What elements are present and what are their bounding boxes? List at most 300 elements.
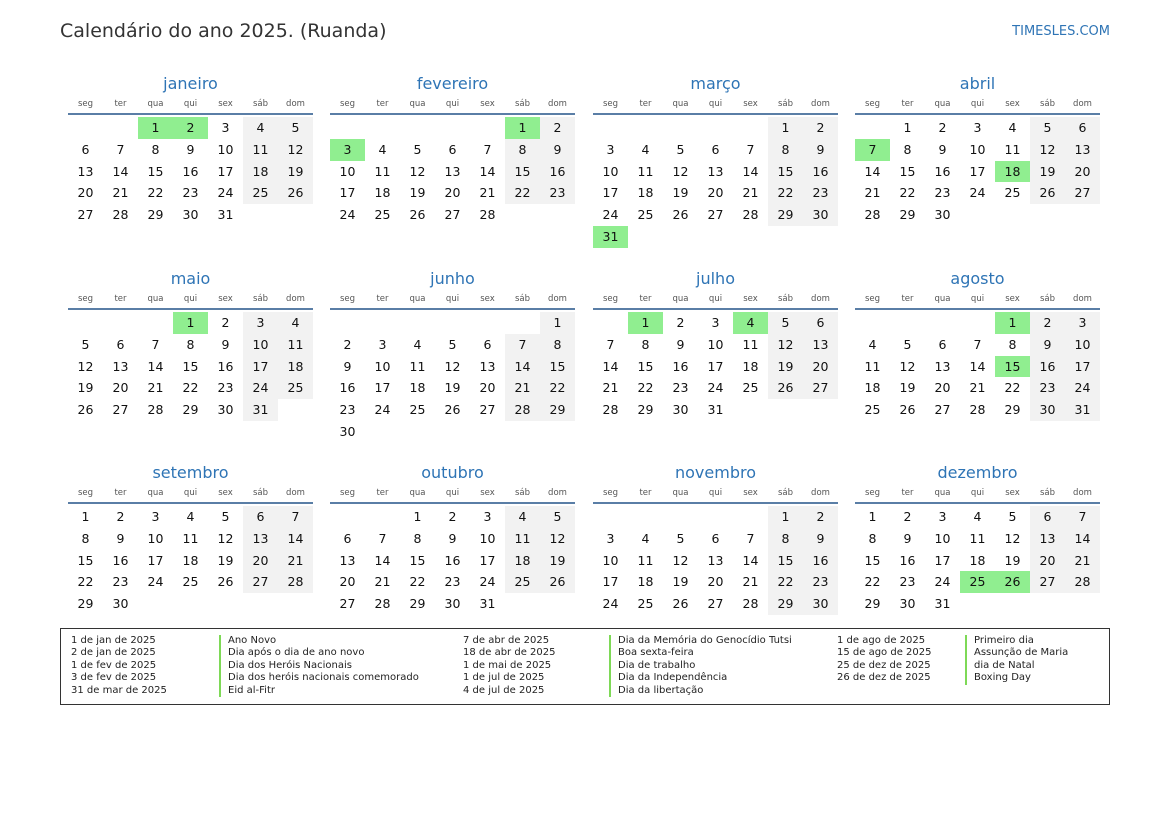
empty-cell <box>925 312 960 334</box>
day-cell: 28 <box>969 402 986 418</box>
holiday-day-cell: 26 <box>995 571 1030 593</box>
day-cell: 10 <box>707 336 724 352</box>
weekday-header <box>855 484 1100 504</box>
weekday-label: sáb <box>1039 294 1056 304</box>
day-cell: 5 <box>413 141 422 157</box>
day-cell: 8 <box>186 336 195 352</box>
weekday-label: qua <box>147 99 164 109</box>
legend-holiday-name: Dia dos heróis nacionais comemorado <box>219 672 419 684</box>
day-cell: 18 <box>864 380 881 396</box>
weekday-label: qui <box>183 294 198 304</box>
day-cell: 6 <box>116 336 125 352</box>
legend-date: 1 de jul de 2025 <box>463 672 545 684</box>
day-cell: 23 <box>1030 377 1065 399</box>
weekday-label: qui <box>445 488 460 498</box>
day-cell: 10 <box>479 530 496 546</box>
day-cell: 4 <box>243 117 278 139</box>
day-cell: 28 <box>742 596 759 612</box>
weekday-label: dom <box>1073 99 1092 109</box>
day-cell: 18 <box>969 552 986 568</box>
month-name: julho <box>696 269 735 288</box>
day-cell: 8 <box>505 139 540 161</box>
day-cell: 13 <box>339 552 356 568</box>
day-cell: 21 <box>969 380 986 396</box>
day-cell: 9 <box>1030 334 1065 356</box>
day-cell: 2 <box>448 509 457 524</box>
empty-cell <box>365 506 400 528</box>
day-cell: 20 <box>1030 550 1065 572</box>
day-cell: 4 <box>186 509 195 524</box>
day-cell: 4 <box>641 530 650 546</box>
day-cell: 23 <box>444 574 461 590</box>
day-cell: 21 <box>864 185 881 201</box>
day-cell: 6 <box>483 336 492 352</box>
day-grid <box>593 312 838 421</box>
day-cell: 10 <box>217 141 234 157</box>
legend-date: 7 de abr de 2025 <box>463 635 550 646</box>
day-cell: 23 <box>182 185 199 201</box>
day-cell: 15 <box>409 552 426 568</box>
legend-date: 25 de dez de 2025 <box>837 659 931 671</box>
day-cell: 25 <box>243 182 278 204</box>
day-cell: 31 <box>1065 399 1100 421</box>
weekday-label: sex <box>218 294 233 304</box>
day-cell: 29 <box>768 204 803 226</box>
legend-date: 1 de mai de 2025 <box>463 659 552 671</box>
empty-cell <box>435 117 470 139</box>
empty-cell <box>698 506 733 528</box>
day-cell: 2 <box>221 315 230 330</box>
weekday-label: sáb <box>252 488 269 498</box>
month-janeiro <box>68 73 313 226</box>
weekday-label: qua <box>934 99 951 109</box>
weekday-label: ter <box>376 99 389 109</box>
day-cell: 16 <box>899 552 916 568</box>
weekday-label: seg <box>602 294 619 304</box>
day-cell: 27 <box>1030 571 1065 593</box>
weekday-label: sáb <box>514 99 531 109</box>
day-cell: 25 <box>864 402 881 418</box>
weekday-label: sáb <box>777 99 794 109</box>
day-cell: 25 <box>409 402 426 418</box>
legend-names-column <box>219 635 419 697</box>
day-cell: 29 <box>409 596 426 612</box>
weekday-label: seg <box>77 488 94 498</box>
weekday-label: seg <box>339 294 356 304</box>
weekday-label: sex <box>743 99 758 109</box>
legend-date: 26 de dez de 2025 <box>837 672 931 684</box>
day-cell: 5 <box>81 336 90 352</box>
holiday-day-cell: 1 <box>995 312 1030 334</box>
holiday-day-cell: 3 <box>330 139 365 161</box>
day-cell: 12 <box>1030 139 1065 161</box>
day-cell: 17 <box>243 356 278 378</box>
month-name: setembro <box>152 463 229 482</box>
day-cell: 2 <box>938 120 947 135</box>
day-cell: 19 <box>672 185 689 201</box>
weekday-label: qui <box>970 99 985 109</box>
day-cell: 27 <box>243 571 278 593</box>
legend-dates-column <box>71 635 167 697</box>
legend-date: 2 de jan de 2025 <box>71 647 156 659</box>
day-cell: 27 <box>339 596 356 612</box>
weekday-label: qua <box>147 488 164 498</box>
weekday-header <box>593 290 838 310</box>
day-cell: 26 <box>768 377 803 399</box>
day-cell: 8 <box>540 334 575 356</box>
day-cell: 6 <box>448 141 457 157</box>
day-cell: 23 <box>217 380 234 396</box>
day-cell: 28 <box>864 207 881 223</box>
day-cell: 3 <box>243 312 278 334</box>
day-cell: 16 <box>803 550 838 572</box>
weekday-label: qui <box>970 294 985 304</box>
day-cell: 7 <box>483 141 492 157</box>
legend-holiday-name: Boxing Day <box>965 672 1068 684</box>
day-cell: 11 <box>278 334 313 356</box>
day-cell: 20 <box>112 380 129 396</box>
weekday-header <box>68 290 313 310</box>
holiday-day-cell: 7 <box>855 139 890 161</box>
day-cell: 16 <box>112 552 129 568</box>
day-cell: 15 <box>540 356 575 378</box>
day-cell: 20 <box>803 356 838 378</box>
weekday-label: ter <box>901 294 914 304</box>
day-cell: 25 <box>1004 185 1021 201</box>
weekday-label: sex <box>218 488 233 498</box>
weekday-header <box>593 95 838 115</box>
month-name: março <box>690 74 741 93</box>
day-cell: 11 <box>637 163 654 179</box>
day-cell: 10 <box>243 334 278 356</box>
day-cell: 14 <box>112 163 129 179</box>
weekday-label: seg <box>77 294 94 304</box>
empty-cell <box>470 117 505 139</box>
legend-date: 3 de fev de 2025 <box>71 672 157 684</box>
day-cell: 1 <box>768 506 803 528</box>
day-cell: 31 <box>707 402 724 418</box>
day-cell: 23 <box>803 182 838 204</box>
month-name: junho <box>430 269 475 288</box>
empty-cell <box>365 117 400 139</box>
day-cell: 6 <box>803 312 838 334</box>
day-cell: 22 <box>899 185 916 201</box>
day-cell: 13 <box>1030 528 1065 550</box>
day-cell: 16 <box>444 552 461 568</box>
day-cell: 29 <box>147 207 164 223</box>
day-cell: 12 <box>217 530 234 546</box>
day-cell: 16 <box>217 358 234 374</box>
day-cell: 29 <box>182 402 199 418</box>
day-cell: 4 <box>278 312 313 334</box>
day-cell: 21 <box>112 185 129 201</box>
day-cell: 17 <box>479 552 496 568</box>
day-cell: 11 <box>1004 141 1021 157</box>
day-cell: 19 <box>899 380 916 396</box>
empty-cell <box>698 117 733 139</box>
day-cell: 16 <box>182 163 199 179</box>
day-cell: 14 <box>147 358 164 374</box>
legend-dates-column <box>837 635 931 685</box>
day-cell: 29 <box>77 596 94 612</box>
day-cell: 30 <box>1030 399 1065 421</box>
day-cell: 7 <box>278 506 313 528</box>
empty-cell <box>628 506 663 528</box>
day-cell: 11 <box>637 552 654 568</box>
day-cell: 20 <box>479 380 496 396</box>
day-cell: 26 <box>278 182 313 204</box>
day-cell: 14 <box>602 358 619 374</box>
legend-date: 1 de ago de 2025 <box>837 635 926 646</box>
day-cell: 16 <box>934 163 951 179</box>
empty-cell <box>68 312 103 334</box>
month-name: janeiro <box>163 74 218 93</box>
legend-holiday-name: Boa sexta-feira <box>609 647 792 659</box>
day-cell: 27 <box>77 207 94 223</box>
day-cell: 2 <box>116 509 125 524</box>
day-cell: 7 <box>746 141 755 157</box>
day-cell: 30 <box>217 402 234 418</box>
day-cell: 1 <box>768 117 803 139</box>
day-cell: 9 <box>803 139 838 161</box>
weekday-label: qui <box>183 99 198 109</box>
day-cell: 6 <box>343 530 352 546</box>
legend-holiday-name: Eid al-Fitr <box>219 685 419 697</box>
weekday-label: qua <box>934 488 951 498</box>
day-cell: 7 <box>746 530 755 546</box>
page-title: Calendário do ano 2025. (Ruanda) <box>60 20 387 42</box>
weekday-label: dom <box>811 488 830 498</box>
weekday-label: sáb <box>252 294 269 304</box>
weekday-label: sáb <box>1039 488 1056 498</box>
day-cell: 26 <box>1030 182 1065 204</box>
day-cell: 29 <box>899 207 916 223</box>
legend-holiday-name: Dia da Memória do Genocídio Tutsi <box>609 635 792 647</box>
day-cell: 15 <box>147 163 164 179</box>
weekday-label: ter <box>901 488 914 498</box>
weekday-label: dom <box>1073 488 1092 498</box>
weekday-label: dom <box>286 294 305 304</box>
day-cell: 9 <box>221 336 230 352</box>
holiday-day-cell: 25 <box>960 571 995 593</box>
empty-cell <box>663 506 698 528</box>
day-cell: 4 <box>868 336 877 352</box>
month-outubro <box>330 462 575 615</box>
day-cell: 5 <box>448 336 457 352</box>
holiday-day-cell: 15 <box>995 356 1030 378</box>
day-cell: 28 <box>147 402 164 418</box>
day-cell: 10 <box>339 163 356 179</box>
holiday-day-cell: 31 <box>593 226 628 248</box>
day-cell: 10 <box>602 163 619 179</box>
weekday-label: sex <box>218 99 233 109</box>
weekday-header <box>68 95 313 115</box>
month-name: maio <box>170 269 211 288</box>
day-cell: 24 <box>147 574 164 590</box>
day-cell: 1 <box>540 312 575 334</box>
day-cell: 27 <box>803 377 838 399</box>
weekday-header <box>68 484 313 504</box>
day-cell: 30 <box>803 593 838 615</box>
day-cell: 3 <box>973 120 982 135</box>
weekday-label: dom <box>548 488 567 498</box>
day-cell: 30 <box>934 207 951 223</box>
day-cell: 7 <box>151 336 160 352</box>
weekday-label: ter <box>639 488 652 498</box>
weekday-label: qui <box>708 294 723 304</box>
day-cell: 22 <box>864 574 881 590</box>
day-cell: 1 <box>868 509 877 524</box>
empty-cell <box>330 117 365 139</box>
day-cell: 6 <box>81 141 90 157</box>
weekday-label: sex <box>743 294 758 304</box>
day-cell: 14 <box>864 163 881 179</box>
weekday-label: qua <box>147 294 164 304</box>
day-cell: 16 <box>339 380 356 396</box>
day-cell: 22 <box>182 380 199 396</box>
day-cell: 24 <box>479 574 496 590</box>
legend-date: 15 de ago de 2025 <box>837 647 932 659</box>
day-cell: 10 <box>1065 334 1100 356</box>
day-cell: 18 <box>637 574 654 590</box>
day-cell: 19 <box>672 574 689 590</box>
empty-cell <box>890 312 925 334</box>
day-cell: 9 <box>676 336 685 352</box>
day-cell: 25 <box>182 574 199 590</box>
day-cell: 4 <box>378 141 387 157</box>
day-cell: 9 <box>938 141 947 157</box>
day-cell: 5 <box>903 336 912 352</box>
day-cell: 12 <box>672 552 689 568</box>
day-cell: 24 <box>1065 377 1100 399</box>
day-grid <box>68 506 313 615</box>
weekday-label: qua <box>672 488 689 498</box>
empty-cell <box>103 117 138 139</box>
day-cell: 28 <box>505 399 540 421</box>
day-cell: 15 <box>182 358 199 374</box>
day-cell: 2 <box>803 506 838 528</box>
day-cell: 14 <box>742 163 759 179</box>
day-cell: 15 <box>864 552 881 568</box>
weekday-label: qua <box>934 294 951 304</box>
day-cell: 12 <box>1004 530 1021 546</box>
day-cell: 14 <box>278 528 313 550</box>
weekday-label: sex <box>480 294 495 304</box>
empty-cell <box>733 506 768 528</box>
day-cell: 17 <box>1065 356 1100 378</box>
day-cell: 19 <box>77 380 94 396</box>
day-cell: 5 <box>540 506 575 528</box>
empty-cell <box>505 312 540 334</box>
weekday-label: ter <box>376 294 389 304</box>
day-cell: 21 <box>147 380 164 396</box>
day-cell: 29 <box>768 593 803 615</box>
day-cell: 6 <box>938 336 947 352</box>
weekday-label: dom <box>1073 294 1092 304</box>
day-cell: 11 <box>243 139 278 161</box>
day-cell: 13 <box>444 163 461 179</box>
day-cell: 24 <box>374 402 391 418</box>
weekday-label: sáb <box>514 294 531 304</box>
day-cell: 7 <box>606 336 615 352</box>
weekday-label: dom <box>811 294 830 304</box>
day-cell: 17 <box>602 185 619 201</box>
empty-cell <box>400 117 435 139</box>
month-novembro <box>593 462 838 615</box>
month-junho <box>330 268 575 443</box>
day-cell: 7 <box>378 530 387 546</box>
day-cell: 3 <box>711 315 720 330</box>
weekday-label: sáb <box>514 488 531 498</box>
day-cell: 4 <box>973 509 982 524</box>
day-cell: 14 <box>479 163 496 179</box>
day-cell: 7 <box>505 334 540 356</box>
day-cell: 12 <box>899 358 916 374</box>
day-cell: 8 <box>768 528 803 550</box>
day-cell: 28 <box>374 596 391 612</box>
day-cell: 28 <box>602 402 619 418</box>
month-setembro <box>68 462 313 615</box>
day-cell: 8 <box>641 336 650 352</box>
day-cell: 8 <box>151 141 160 157</box>
day-cell: 5 <box>221 509 230 524</box>
weekday-label: seg <box>864 488 881 498</box>
day-cell: 24 <box>602 596 619 612</box>
day-cell: 26 <box>444 402 461 418</box>
day-cell: 8 <box>1008 336 1017 352</box>
day-cell: 26 <box>672 596 689 612</box>
day-cell: 22 <box>409 574 426 590</box>
day-cell: 24 <box>217 185 234 201</box>
day-cell: 14 <box>1065 528 1100 550</box>
day-cell: 26 <box>409 207 426 223</box>
weekday-label: ter <box>901 99 914 109</box>
day-cell: 6 <box>711 530 720 546</box>
day-cell: 19 <box>1030 161 1065 183</box>
month-name: novembro <box>675 463 756 482</box>
day-cell: 30 <box>339 423 356 439</box>
legend-names-column <box>965 635 1068 685</box>
site-link[interactable]: TIMESLES.COM <box>1012 24 1110 39</box>
day-cell: 5 <box>768 312 803 334</box>
month-name: outubro <box>421 463 484 482</box>
day-cell: 19 <box>540 550 575 572</box>
empty-cell <box>855 117 890 139</box>
day-cell: 13 <box>707 163 724 179</box>
day-cell: 18 <box>742 358 759 374</box>
empty-cell <box>330 506 365 528</box>
day-cell: 11 <box>182 530 199 546</box>
day-cell: 18 <box>374 185 391 201</box>
weekday-label: sex <box>1005 488 1020 498</box>
weekday-label: sex <box>480 488 495 498</box>
weekday-label: qua <box>409 488 426 498</box>
day-cell: 14 <box>742 552 759 568</box>
weekday-label: sáb <box>777 488 794 498</box>
legend-holiday-name: Dia dos Heróis Nacionais <box>219 660 419 672</box>
weekday-label: seg <box>339 99 356 109</box>
day-cell: 6 <box>711 141 720 157</box>
day-cell: 14 <box>374 552 391 568</box>
day-cell: 17 <box>707 358 724 374</box>
day-cell: 9 <box>116 530 125 546</box>
day-cell: 28 <box>479 207 496 223</box>
holiday-day-cell: 1 <box>138 117 173 139</box>
day-cell: 21 <box>505 377 540 399</box>
day-cell: 18 <box>505 550 540 572</box>
legend-date: 1 de jan de 2025 <box>71 635 156 646</box>
day-cell: 24 <box>339 207 356 223</box>
